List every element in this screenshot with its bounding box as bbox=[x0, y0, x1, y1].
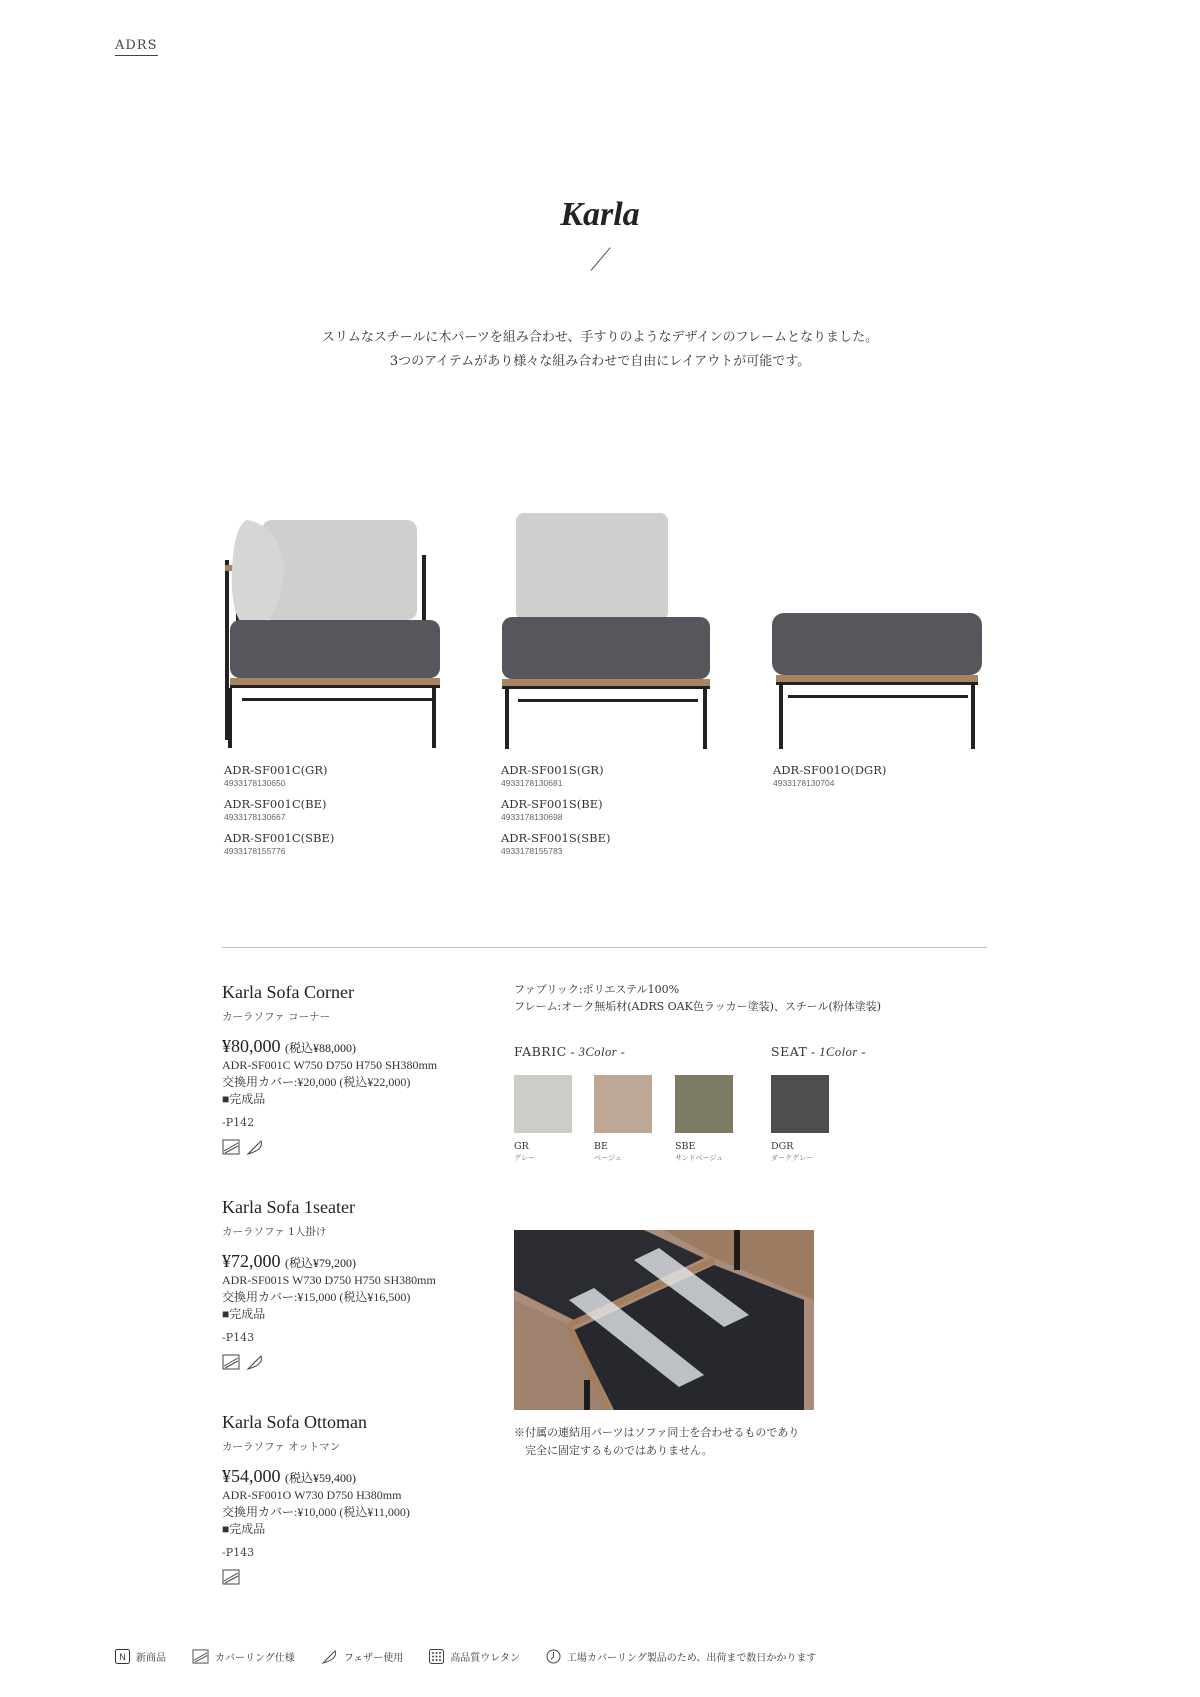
swatch-dgr bbox=[771, 1075, 829, 1133]
price-tax: (税込¥59,400) bbox=[285, 1471, 356, 1485]
price bbox=[222, 1036, 482, 1057]
code-group bbox=[224, 831, 334, 856]
product-name-jp: カーラソファ 1人掛け bbox=[222, 1226, 327, 1238]
status: ■完成品 bbox=[222, 1522, 266, 1536]
materials bbox=[514, 981, 881, 1015]
swatch-code: BE bbox=[594, 1141, 608, 1152]
code-group bbox=[501, 797, 610, 822]
legend-item bbox=[115, 1649, 166, 1664]
swatch-sbe bbox=[675, 1075, 733, 1133]
code-group bbox=[773, 763, 886, 788]
swatch-name: ダークグレー bbox=[771, 1154, 813, 1162]
code-group bbox=[501, 831, 610, 856]
fabric-heading bbox=[514, 1044, 625, 1060]
price bbox=[222, 1466, 482, 1487]
code-group bbox=[501, 763, 610, 788]
cover-price: 交換用カバー:¥10,000 (税込¥11,000) bbox=[222, 1505, 410, 1519]
legend-item bbox=[321, 1649, 404, 1664]
covering-icon bbox=[222, 1139, 240, 1155]
feather-icon bbox=[246, 1354, 264, 1370]
swatch-name: ベージュ bbox=[594, 1154, 622, 1162]
ottoman-codes bbox=[773, 763, 886, 797]
seat-heading-count: - 1Color - bbox=[807, 1045, 866, 1059]
covering-icon bbox=[192, 1649, 209, 1664]
price-value: ¥72,000 bbox=[222, 1251, 281, 1271]
jan-code: 4933178130681 bbox=[501, 778, 563, 788]
swatch-code: GR bbox=[514, 1141, 529, 1152]
feather-icon bbox=[321, 1649, 338, 1664]
product-name-jp: カーラソファ コーナー bbox=[222, 1011, 331, 1023]
swatch-be bbox=[594, 1075, 652, 1133]
legend-item bbox=[429, 1649, 520, 1664]
title-divider bbox=[591, 247, 611, 271]
spec-icons bbox=[222, 1569, 482, 1585]
feather-icon bbox=[246, 1139, 264, 1155]
covering-icon bbox=[222, 1354, 240, 1370]
spec-ottoman bbox=[222, 1412, 482, 1585]
size: ADR-SF001S W730 D750 H750 SH380mm bbox=[222, 1273, 436, 1287]
price-tax: (税込¥88,000) bbox=[285, 1041, 356, 1055]
urethane-icon bbox=[429, 1649, 444, 1664]
brand-logo: ADRS bbox=[115, 38, 158, 56]
icon-legend bbox=[115, 1649, 842, 1664]
spec-corner bbox=[222, 982, 482, 1155]
fabric-heading-count: - 3Color - bbox=[566, 1045, 626, 1059]
jan-code: 4933178155783 bbox=[501, 846, 563, 856]
swatch-name: サンドベージュ bbox=[675, 1154, 724, 1162]
factory-icon bbox=[546, 1649, 561, 1664]
page-ref: -P143 bbox=[222, 1546, 255, 1559]
product-code: ADR-SF001S(GR) bbox=[501, 763, 604, 777]
connector-photo bbox=[514, 1230, 814, 1410]
product-code: ADR-SF001S(BE) bbox=[501, 797, 603, 811]
product-code: ADR-SF001C(BE) bbox=[224, 797, 327, 811]
note-line: 完全に固定するものではありません。 bbox=[514, 1444, 713, 1457]
cover-price: 交換用カバー:¥20,000 (税込¥22,000) bbox=[222, 1075, 411, 1089]
product-name-jp: カーラソファ オットマン bbox=[222, 1441, 341, 1453]
jan-code: 4933178130698 bbox=[501, 812, 563, 822]
corner-sofa-image bbox=[222, 510, 442, 750]
jan-code: 4933178130704 bbox=[773, 778, 835, 788]
legend-label: 高品質ウレタン bbox=[450, 1653, 520, 1664]
fabric-heading-label: FABRIC bbox=[514, 1044, 567, 1059]
status: ■完成品 bbox=[222, 1092, 266, 1106]
note-line: ※付属の連結用パーツはソファ同士を合わせるものであり bbox=[514, 1426, 800, 1439]
covering-icon bbox=[222, 1569, 240, 1585]
code-group bbox=[224, 797, 334, 822]
jan-code: 4933178130667 bbox=[224, 812, 286, 822]
size: ADR-SF001O W730 D750 H380mm bbox=[222, 1488, 402, 1502]
swatch-gr bbox=[514, 1075, 572, 1133]
swatch-code: DGR bbox=[771, 1141, 794, 1152]
intro-line: 3つのアイテムがあり様々な組み合わせで自由にレイアウトが可能です。 bbox=[389, 354, 811, 369]
intro-text bbox=[0, 326, 1200, 374]
price bbox=[222, 1251, 482, 1272]
product-name: Karla Sofa 1seater bbox=[222, 1197, 355, 1217]
legend-label: フェザー使用 bbox=[343, 1653, 404, 1664]
cover-price: 交換用カバー:¥15,000 (税込¥16,500) bbox=[222, 1290, 411, 1304]
intro-line: スリムなスチールに木パーツを組み合わせ、手すりのようなデザインのフレームとなりました。 bbox=[321, 330, 879, 345]
swatch-label-sbe bbox=[675, 1141, 723, 1163]
price-tax: (税込¥79,200) bbox=[285, 1256, 356, 1270]
product-code: ADR-SF001C(GR) bbox=[224, 763, 328, 777]
corner-codes bbox=[224, 763, 334, 865]
collection-title: Karla bbox=[560, 196, 640, 233]
1seater-codes bbox=[501, 763, 610, 865]
seat-heading bbox=[771, 1044, 866, 1060]
price-value: ¥54,000 bbox=[222, 1466, 281, 1486]
1seater-sofa-image bbox=[500, 510, 715, 750]
product-name: Karla Sofa Ottoman bbox=[222, 1412, 367, 1432]
legend-label: 工場カバーリング製品のため、出荷まで数日かかります bbox=[566, 1653, 817, 1664]
code-group bbox=[224, 763, 334, 788]
swatch-label-dgr bbox=[771, 1141, 813, 1163]
jan-code: 4933178130650 bbox=[224, 778, 286, 788]
legend-label: カバーリング仕様 bbox=[215, 1653, 295, 1664]
swatch-label-be bbox=[594, 1141, 622, 1163]
product-code: ADR-SF001S(SBE) bbox=[501, 831, 611, 845]
status: ■完成品 bbox=[222, 1307, 266, 1321]
legend-label: 新商品 bbox=[136, 1653, 166, 1664]
seat-heading-label: SEAT bbox=[771, 1044, 808, 1059]
new-item-icon bbox=[115, 1649, 130, 1664]
swatch-label-gr bbox=[514, 1141, 535, 1163]
spec-icons bbox=[222, 1139, 482, 1155]
product-name: Karla Sofa Corner bbox=[222, 982, 354, 1002]
product-code: ADR-SF001O(DGR) bbox=[773, 763, 887, 777]
ottoman-image bbox=[770, 605, 985, 750]
legend-item bbox=[192, 1649, 295, 1664]
swatch-code: SBE bbox=[675, 1141, 696, 1152]
price-value: ¥80,000 bbox=[222, 1036, 281, 1056]
jan-code: 4933178155776 bbox=[224, 846, 286, 856]
legend-item bbox=[546, 1649, 816, 1664]
connector-note bbox=[514, 1424, 799, 1460]
page-ref: -P142 bbox=[222, 1116, 255, 1129]
product-code: ADR-SF001C(SBE) bbox=[224, 831, 335, 845]
size: ADR-SF001C W750 D750 H750 SH380mm bbox=[222, 1058, 438, 1072]
svg-text:N: N bbox=[119, 1652, 126, 1662]
section-divider bbox=[222, 947, 987, 948]
swatch-name: グレー bbox=[514, 1154, 535, 1162]
spec-1seater bbox=[222, 1197, 482, 1370]
fabric-material: ファブリック:ポリエステル100% bbox=[514, 983, 680, 996]
page-ref: -P143 bbox=[222, 1331, 255, 1344]
frame-material: フレーム:オーク無垢材(ADRS OAK色ラッカー塗装)、スチール(粉体塗装) bbox=[514, 1000, 882, 1013]
spec-icons bbox=[222, 1354, 482, 1370]
